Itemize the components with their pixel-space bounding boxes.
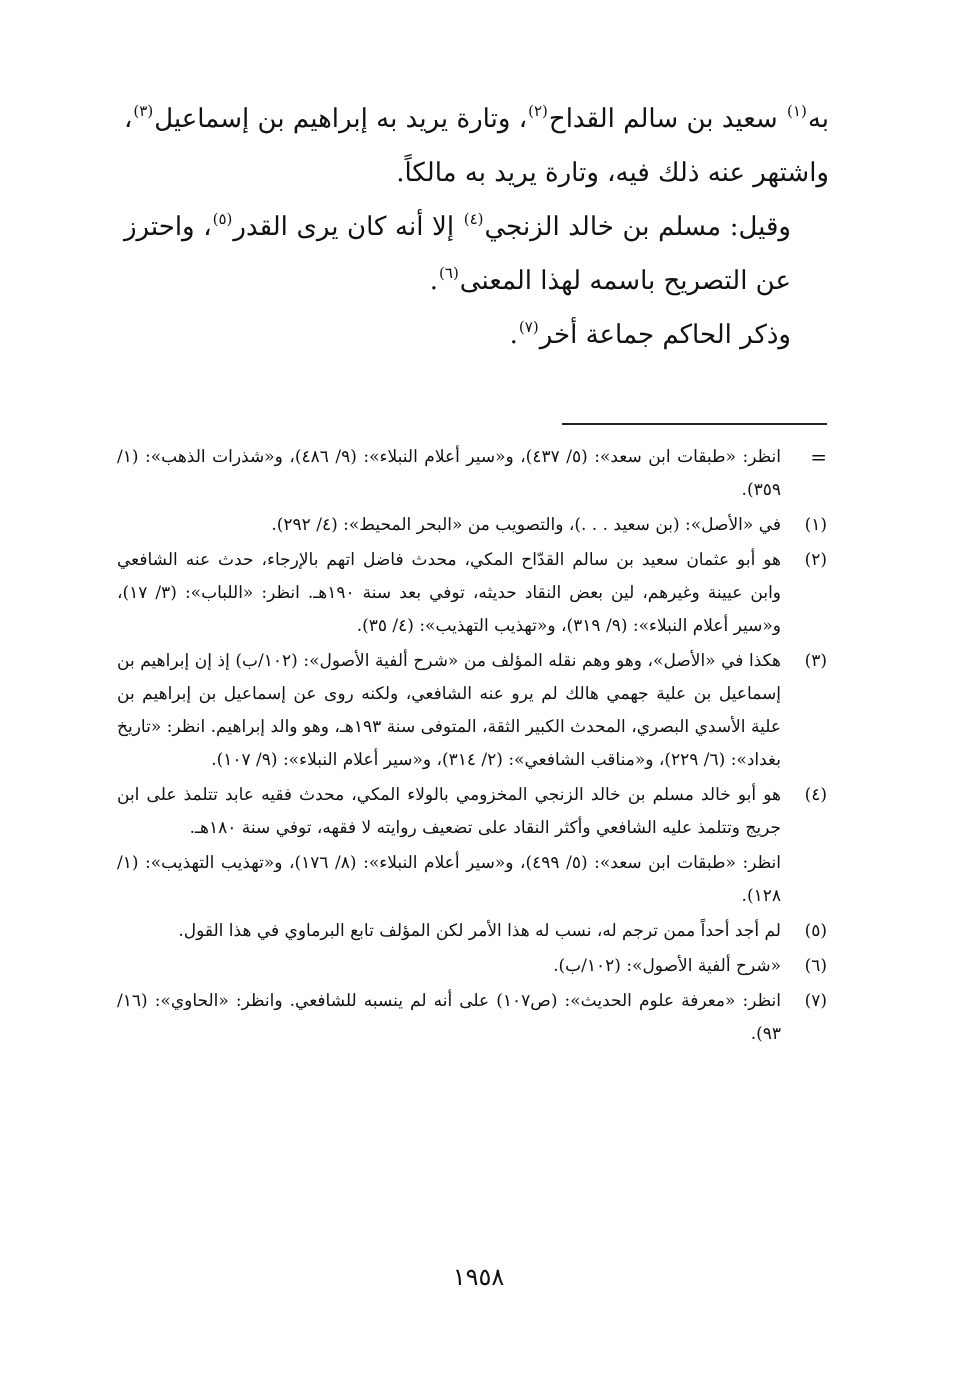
footnote-ref-3[interactable]: (٣) [133,102,154,120]
main-paragraph-1 [124,92,829,200]
text-span: ، واحترز عن التصريح باسمه لهذا المعنى [124,212,791,296]
footnote-number: (٢) [804,550,827,570]
footnote-ref-6[interactable]: (٦) [439,264,459,282]
footnote-number: (٦) [804,956,827,976]
footnote-number: (٤) [804,785,827,805]
continuation-mark: = [810,445,827,469]
footnote-ref-4[interactable]: (٤) [463,210,484,228]
footnote-continuation-text: انظر: «طبقات ابن سعد»: (٥/ ٤٣٧)، و«سير أعلام النبلاء»: (٩/ ٤٨٦)، و«شذرات الذهب»: (١/ ٣٥٩). [117,447,781,500]
text-span: ، وتارة يريد به إبراهيم بن إسماعيل [154,104,528,134]
footnote-3 [117,645,827,777]
text-span: وذكر الحاكم جماعة أخر [539,320,791,350]
footnote-2 [117,544,827,643]
footnote-text: «شرح ألفية الأصول»: (١٠٢/ب). [553,956,781,976]
main-paragraph-2 [124,200,829,308]
footnote-text: لم أجد أحداً ممن ترجم له، نسب له هذا الأمر لكن المؤلف تابع البرماوي في هذا القول. [178,921,781,941]
footnote-separator [562,423,827,425]
text-span: وقيل: مسلم بن خالد الزنجي [484,212,791,242]
footnote-text: هو أبو خالد مسلم بن خالد الزنجي المخزومي بالولاء المكي، محدث فقيه عابد تتلمذ على ابن جريج وتتلمذ عليه الشافعي وأكثر النقاد على تضعيف روايته لا فقهه، توفي سنة ١٨٠هـ. [117,785,781,838]
footnote-number: (٧) [804,991,827,1011]
footnote-text: في «الأصل»: (بن سعيد . . .)، والتصويب من «البحر المحيط»: (٤/ ٢٩٢). [271,515,781,535]
footnote-4 [117,779,827,845]
text-span: . [509,320,518,350]
footnote-text: هكذا في «الأصل»، وهو وهم نقله المؤلف من «شرح ألفية الأصول»: (١٠٢/ب) إذ إن إبراهيم بن إسماعيل بن علية جهمي هالك لم يرو عنه الشافعي، ولكنه روى عن إسماعيل بن إبراهيم بن علية الأسدي البصري، المحدث الكبير الثقة، المتوفى سنة ١٩٣هـ، وهو والد إبراهيم. انظر: «تاريخ بغداد»: (٦/ ٢٢٩)، و«مناقب الشافعي»: (٢/ ٣١٤)، و«سير أعلام النبلاء»: (٩/ ١٠٧). [117,651,781,770]
footnote-text: هو أبو عثمان سعيد بن سالم القدّاح المكي، محدث فاضل اتهم بالإرجاء، حدث عنه الشافعي وابن عيينة وغيرهم، لين بعض النقاد حديثه، توفي بعد سنة ١٩٠هـ. انظر: «اللباب»: (٣/ ١٧)، و«سير أعلام النبلاء»: (٩/ ٣١٩)، و«تهذيب التهذيب»: (٤/ ٣٥). [117,550,782,636]
footnote-4-references: انظر: «طبقات ابن سعد»: (٥/ ٤٩٩)، و«سير أعلام النبلاء»: (٨/ ١٧٦)، و«تهذيب التهذيب»: (١/ ١٢٨). [117,853,781,906]
footnote-6 [117,950,827,983]
footnote-continuation [117,441,827,507]
footnote-text: انظر: «معرفة علوم الحديث»: (ص١٠٧) على أنه لم ينسبه للشافعي. وانظر: «الحاوي»: (١٦/ ٩٣). [117,991,781,1044]
footnote-7 [117,985,827,1051]
footnote-ref-7[interactable]: (٧) [518,318,539,336]
text-span: . [429,266,439,296]
footnote-number: (٣) [804,651,827,671]
text-span: ، واشتهر عنه ذلك فيه، وتارة يريد به مالكاً. [124,104,829,188]
text-span: سعيد بن سالم القداح [548,104,787,134]
page-number: ١٩٥٨ [452,1263,505,1291]
text-span: به [807,104,829,134]
main-text [124,92,829,362]
footnote-number: (٥) [804,921,827,941]
footnote-ref-2[interactable]: (٢) [528,102,548,120]
footnote-ref-5[interactable]: (٥) [212,210,233,228]
footnote-1 [117,509,827,542]
footnote-number: (١) [804,515,827,535]
text-span: إلا أنه كان يرى القدر [233,212,463,242]
footnotes-section [117,441,827,1053]
footnote-5 [117,915,827,948]
footnote-ref-1[interactable]: (١) [787,102,807,120]
main-paragraph-3 [124,308,829,362]
